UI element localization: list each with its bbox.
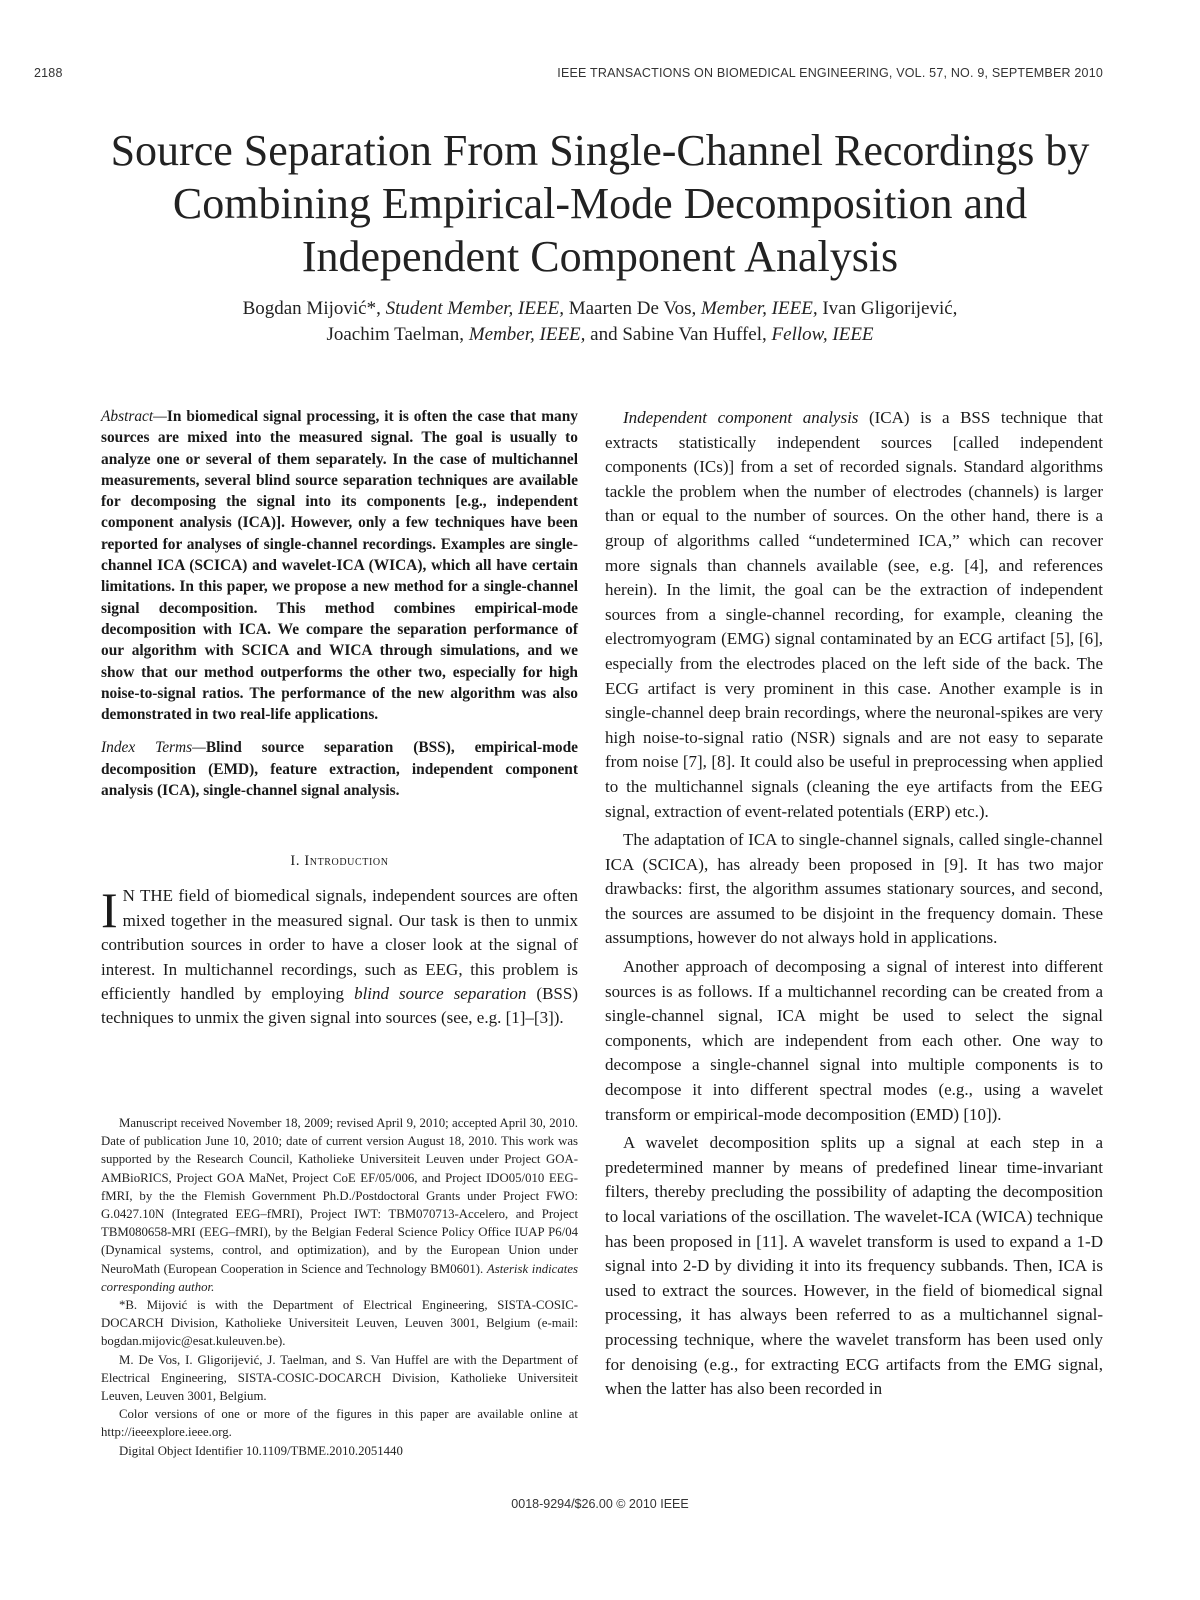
body-paragraph-wavelet: A wavelet decomposition splits up a signal at each step in a predetermined manner by means of predefined linear time-invariant filters, thereby precluding the possibility of adapting the decomposition to local variations of the oscillation. The wavelet-ICA (WICA) technique has been proposed in [11]. A wavelet transform is used to expand a 1-D signal into 2-D by dividing it into its frequency subbands. Then, ICA is used to extract the sources. However, in the field of biomedical signal processing, it has always been referred to as a multichannel signal-processing technique, where the wavelet transform has been used only for denoising (e.g., for extracting ECG artifacts from the EMG signal, when the latter has also been recorded in (605, 1133, 1103, 1399)
abstract-text: In biomedical signal processing, it is often the case that many sources are mixed into the measured signal. The goal is usually to analyze one or several of them separately. In the case of multichannel measurements, several blind source separation techniques are available for decomposing the signal into its components [e.g., independent component analysis (ICA)]. However, only a few techniques have been reported for analyses of single-channel recordings. Examples are single-channel ICA (SCICA) and wavelet-ICA (WICA), which all have certain limitations. In this paper, we propose a new method for a single-channel signal decomposition. This method combines empirical-mode decomposition with ICA. We compare the separation performance of our algorithm with SCICA and WICA through simulations, and we show that our method outperforms the other two, especially for high noise-to-signal ratios. The performance of the new algorithm was also demonstrated in two real-life applications. (101, 408, 578, 724)
abstract-lead: Abstract— (101, 408, 167, 425)
right-column (605, 406, 1103, 1402)
author-list (90, 296, 1110, 348)
body-paragraph-ica (605, 406, 1103, 824)
intro-text: N THE field of biomedical signals, independent sources are often mixed together in the measured signal. Our task is then to unmix contribution sources in order to have a closer look at the signal of interest. In multichannel recordings, such as EEG, this problem is efficiently handled by employing (101, 886, 578, 1003)
body-paragraph-scica: The adaptation of ICA to single-channel signals, called single-channel ICA (SCICA), has already been proposed in [9]. It has two major drawbacks: first, the algorithm assumes stationary sources, and second, the sources are assumed to be disjoint in the frequency domain. These assumptions, however do not always hold in applications. (605, 830, 1103, 948)
author-name: Bogdan Mijović*, (242, 298, 381, 319)
section-number: I. (290, 853, 301, 870)
author-role: Member, IEEE, (468, 324, 586, 345)
intro-paragraph (101, 884, 578, 1030)
footnote-affiliation-1: *B. Mijović is with the Department of Electrical Engineering, SISTA-COSIC-DOCARCH Division, Katholieke Universiteit Leuven, Leuven 3001, Belgium (e-mail: bogdan.mijovic@esat.kuleuven.be). (101, 1298, 578, 1349)
index-terms-text: Blind source separation (BSS), empirical-mode decomposition (EMD), feature extraction, independent component analysis (ICA), single-channel signal analysis. (101, 739, 578, 800)
author-line-2 (90, 322, 1110, 348)
index-terms-lead: Index Terms— (101, 739, 206, 757)
author-name: Joachim Taelman, (326, 324, 465, 345)
footnote-asterisk: Asterisk indicates corresponding author. (101, 1261, 578, 1294)
drop-cap: I (101, 882, 118, 939)
left-column (101, 406, 578, 1031)
footnote-affiliation-2: M. De Vos, I. Gligorijević, J. Taelman, and S. Van Huffel are with the Department of Electrical Engineering, SISTA-COSIC-DOCARCH Division, Katholieke Universiteit Leuven, Leuven 3001, Belgium. (101, 1352, 578, 1404)
index-terms (101, 737, 578, 801)
journal-header: IEEE TRANSACTIONS ON BIOMEDICAL ENGINEERING, VOL. 57, NO. 9, SEPTEMBER 2010 (557, 66, 1103, 80)
footnote-manuscript-text: Manuscript received November 18, 2009; revised April 9, 2010; accepted April 30, 2010. Date of publication June 10, 2010; date of current version August 18, 2010. This work was supported by the Research Council, Katholieke Universiteit Leuven under Project GOA-AMBioRICS, Project GOA MaNet, Project CoE EF/05/006, and Project IDO05/010 EEG-fMRI, by the the Flemish Government Ph.D./Postdoctoral Grants under Project FWO: G.0427.10N (Integrated EEG–fMRI), Project IWT: TBM070713-Accelero, and Project TBM080658-MRI (EEG–fMRI), by the Belgian Federal Science Policy Office IUAP P6/04 (Dynamical systems, control, and optimization), and by the European Union under NeuroMath (European Cooperation in Science and Technology BM0601). (101, 1116, 578, 1276)
term-ica: Independent component analysis (623, 408, 859, 427)
abstract (101, 406, 578, 725)
intro-emphasis: blind source separation (354, 983, 527, 1003)
author-role: Member, IEEE, (700, 298, 818, 319)
author-role: Fellow, IEEE (771, 324, 874, 345)
author-name: Ivan Gligorijević, (822, 298, 958, 319)
paper-title: Source Separation From Single-Channel Recordings by Combining Empirical-Mode Decomposition and Independent Component Analysis (110, 126, 1090, 281)
footnote-manuscript (101, 1114, 578, 1296)
author-name: Maarten De Vos, (568, 298, 697, 319)
footnote-color-note: Color versions of one or more of the figures in this paper are available online at http://ieeexplore.ieee.org. (101, 1407, 578, 1440)
first-page-footnotes (101, 1114, 578, 1460)
author-line-1 (90, 296, 1110, 322)
footnote-doi: Digital Object Identifier 10.1109/TBME.2010.2051440 (119, 1443, 403, 1458)
author-name: and Sabine Van Huffel, (590, 324, 767, 345)
author-role: Student Member, IEEE, (385, 298, 564, 319)
section-title: Introduction (304, 853, 389, 870)
page-number: 2188 (34, 66, 63, 80)
body-paragraph-approach: Another approach of decomposing a signal of interest into different sources is as follows. If a multichannel recording can be created from a single-channel signal, ICA might be used to select the signal components, which are independent from each other. One way to decompose a single-channel signal into multiple components is to decompose it into different spectral modes (e.g., using a wavelet transform or empirical-mode decomposition (EMD) [10]). (605, 957, 1103, 1124)
section-heading-introduction (101, 853, 578, 870)
body-text: (ICA) is a BSS technique that extracts statistically independent sources [called independent components (ICs)] from a set of recorded signals. Standard algorithms tackle the problem when the number of electrodes (channels) is larger than or equal to the number of sources. On the other hand, there is a group of algorithms called “undetermined ICA,” which can recover more signals than channels available (see, e.g. [4], and references herein). In the limit, the goal can be the extraction of independent sources from a single-channel recording, for example, cleaning the electromyogram (EMG) signal contaminated by an ECG artifact [5], [6], especially from the electrodes placed on the left side of the back. The ECG artifact is very prominent in this case. Another example is in single-channel deep brain recordings, where the neuronal-spikes are very high noise-to-signal ratio (NSR) signals and are not easy to separate from noise [7], [8]. It could also be useful in preprocessing when applied to the multichannel signals (cleaning the eye artifacts from the EEG signal, extraction of event-related potentials (ERP) etc.). (605, 408, 1103, 821)
copyright-footer: 0018-9294/$26.00 © 2010 IEEE (511, 1497, 689, 1511)
intro-text-end: (BSS) techniques to unmix the given signal into sources (see, e.g. [1]–[3]). (101, 983, 578, 1028)
